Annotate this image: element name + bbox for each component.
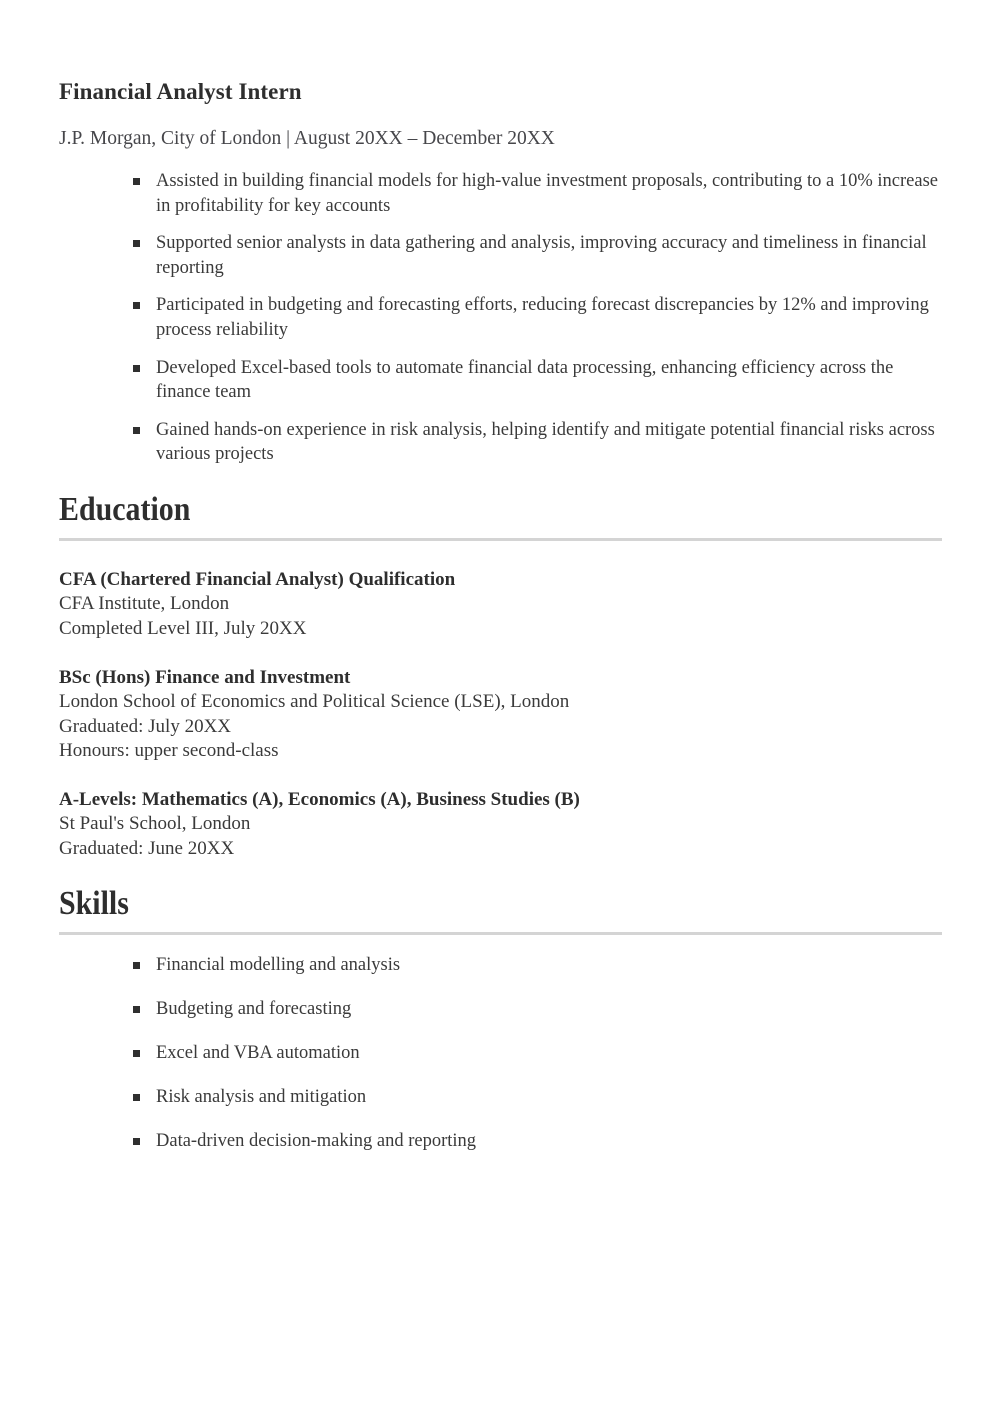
list-item-text: Developed Excel-based tools to automate financial data processing, enhancing efficiency across the finance team (156, 357, 894, 403)
list-item-text: Participated in budgeting and forecasting efforts, reducing forecast discrepancies by 12% and improving process reliability (156, 295, 929, 340)
square-bullet-icon (133, 427, 140, 434)
list-item-text: Assisted in building financial models for high-value investment proposals, contributing to a 10% increase in profitability for key accounts (156, 170, 938, 216)
education-entry (59, 666, 942, 763)
education-entry-line: Graduated: July 20XX (59, 715, 232, 737)
skills-section (59, 885, 942, 1153)
section-heading-skills: Skills (59, 885, 129, 923)
education-entry-line: St Paul's School, London (59, 813, 251, 835)
list-item (59, 293, 942, 342)
list-item (59, 169, 942, 218)
square-bullet-icon (133, 178, 140, 185)
experience-bullet-list (59, 169, 942, 467)
square-bullet-icon (133, 1094, 140, 1101)
experience-entry (59, 78, 942, 467)
list-item (59, 997, 942, 1021)
job-title: Financial Analyst Intern (59, 79, 302, 104)
education-entry-line: Graduated: June 20XX (59, 837, 235, 859)
list-item-text: Budgeting and forecasting (156, 999, 352, 1020)
education-entry-title: A-Levels: Mathematics (A), Economics (A), Business Studies (B) (59, 789, 580, 811)
list-item (59, 418, 942, 467)
list-item (59, 953, 942, 977)
list-item-text: Data-driven decision-making and reporting (156, 1131, 477, 1152)
education-entry-line: Completed Level III, July 20XX (59, 617, 307, 639)
education-entry-line: CFA Institute, London (59, 593, 230, 615)
square-bullet-icon (133, 962, 140, 969)
list-item-text: Excel and VBA automation (156, 1043, 360, 1064)
square-bullet-icon (133, 1050, 140, 1057)
education-entry-title: BSc (Hons) Finance and Investment (59, 666, 351, 688)
section-divider (59, 538, 942, 541)
section-divider (59, 932, 942, 935)
square-bullet-icon (133, 240, 140, 247)
square-bullet-icon (133, 1138, 140, 1145)
square-bullet-icon (133, 302, 140, 309)
square-bullet-icon (133, 1006, 140, 1013)
skills-bullet-list (59, 953, 942, 1153)
list-item (59, 1085, 942, 1109)
list-item (59, 231, 942, 280)
education-entry (59, 788, 942, 861)
education-entry-line: Honours: upper second-class (59, 739, 279, 761)
job-employer-dates: J.P. Morgan, City of London | August 20XX – December 20XX (59, 127, 555, 149)
education-section (59, 491, 942, 861)
list-item (59, 1129, 942, 1153)
square-bullet-icon (133, 365, 140, 372)
resume-content (59, 78, 942, 1173)
education-entry (59, 568, 942, 641)
list-item-text: Gained hands-on experience in risk analysis, helping identify and mitigate potential financial risks across various projects (156, 419, 935, 465)
list-item-text: Financial modelling and analysis (156, 955, 401, 976)
section-heading-education: Education (59, 490, 191, 528)
education-entry-title: CFA (Chartered Financial Analyst) Qualification (59, 568, 456, 590)
list-item-text: Supported senior analysts in data gathering and analysis, improving accuracy and timeliness in financial reporting (156, 233, 927, 278)
education-entry-line: London School of Economics and Political Science (LSE), London (59, 691, 570, 713)
list-item (59, 356, 942, 405)
list-item-text: Risk analysis and mitigation (156, 1087, 367, 1108)
list-item (59, 1041, 942, 1065)
